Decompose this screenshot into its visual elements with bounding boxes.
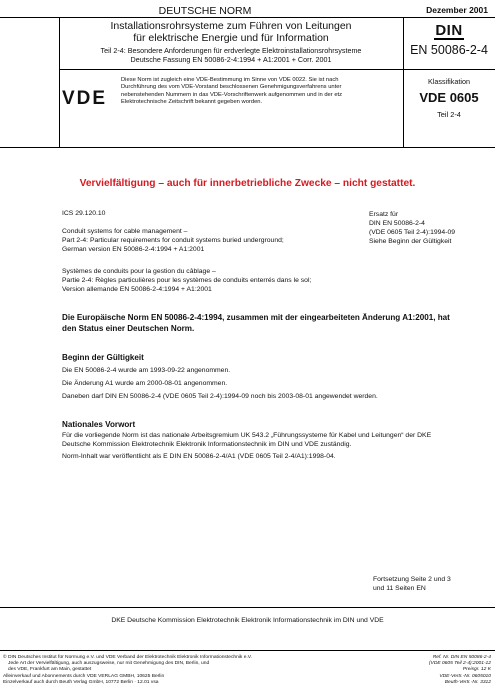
footer-ref-line: Preisgr. 12 K (462, 667, 491, 673)
klassifikation-label: Klassifikation (428, 77, 470, 86)
english-title-line: German version EN 50086-2-4:1994 + A1:2001 (62, 246, 205, 253)
klassifikation-value: VDE 0605 (419, 90, 479, 105)
header-rule (0, 17, 495, 18)
vde-notice-line: Elektrotechnische Zeitschrift bekannt gegeben worden. (121, 99, 263, 106)
title-line-1: Installationsrohrsysteme zum Führen von Leitungen (110, 20, 352, 32)
french-title (62, 267, 311, 294)
vorwort-line: Deutsche Kommission Elektrotechnik Elektronik Informationstechnik im DIN und VDE zuständig. (62, 440, 352, 448)
klassifikation-teil: Teil 2-4 (437, 110, 461, 119)
continuation-line: Fortsetzung Seite 2 und 3 (373, 576, 451, 583)
title-divider (59, 69, 495, 70)
footer-ref-line: (VDE 0605 Teil 2-4):2001-12 (428, 661, 491, 667)
publication-date: Dezember 2001 (426, 5, 488, 15)
header-box-bottom (0, 147, 495, 148)
footer-line: des VDE, Frankfurt am Main, gestattet (8, 667, 92, 673)
beginn-paragraph: Daneben darf DIN EN 50086-2-4 (VDE 0605 Teil 2-4):1994-09 noch bis 2003-08-01 angewendet werden. (62, 393, 378, 400)
vde-logo: VDE (62, 88, 108, 109)
klassifikation-block (403, 77, 495, 119)
vde-notice-line: nebenstehenden Nummern in das VDE-Vorschriftenwerk aufgenommen und in der etz (121, 91, 343, 98)
subtitle-line-2: Deutsche Fassung EN 50086-2-4:1994 + A1:2001 + Corr. 2001 (130, 55, 332, 64)
english-title-line: Conduit systems for cable management – (62, 228, 188, 235)
footer-line: Jede Art der Vervielfältigung, auch auszugsweise, nur mit Genehmigung des DIN, Berlin, und (8, 661, 210, 667)
french-title-line: Systèmes de conduits pour la gestion du câblage – (62, 268, 216, 275)
standard-label: DEUTSCHE NORM (158, 5, 252, 17)
english-title (62, 227, 284, 254)
ersatz-line: DIN EN 50086-2-4 (369, 220, 425, 227)
dke-top-rule (0, 607, 495, 608)
beginn-paragraph: Die EN 50086-2-4 wurde am 1993-09-22 angenommen. (62, 367, 231, 374)
ics-code: ICS 29.120.10 (62, 210, 106, 217)
title-line-2: für elektrische Energie und für Information (133, 32, 329, 44)
footer-line: Alleinverkauf und Abonnements durch VDE VERLAG GMBH, 10625 Berlin (3, 673, 165, 679)
beginn-heading: Beginn der Gültigkeit (62, 353, 144, 362)
ersatz-line: Ersatz für (369, 211, 399, 218)
vde-notice-line: Durchführung des vom VDE-Vorstand beschlossenen Genehmigungsverfahrens unter (121, 84, 342, 91)
ersatz-line: Siehe Beginn der Gültigkeit (369, 238, 452, 245)
statement-line: den Status einer Deutschen Norm. (62, 324, 195, 333)
footer-ref-line: Ref. Nr. DIN EN 50086-2-4 (432, 655, 491, 660)
ersatz-block (369, 210, 455, 246)
subtitle-line-1: Teil 2-4: Besondere Anforderungen für erdverlegte Elektroinstallationsrohrsysteme (100, 46, 362, 55)
vorwort-line: Norm-Inhalt war veröffentlicht als E DIN EN 50086-2-4/A1 (VDE 0605 Teil 2-4/A1):1998-04. (62, 452, 336, 460)
european-norm-statement (62, 312, 492, 334)
footer-line: © DIN Deutsches Institut für Normung e.V. und VDE Verband der Elektrotechnik Elektronik Informationstechnik e.V. (3, 655, 252, 660)
reproduction-warning: Vervielfältigung – auch für innerbetriebliche Zwecke – nicht gestattet. (79, 178, 416, 189)
title-block (59, 20, 403, 64)
reference-footer (0, 655, 491, 686)
dke-line: DKE Deutsche Kommission Elektrotechnik Elektronik Informationstechnik im DIN und VDE (111, 617, 384, 624)
footer-rule (0, 650, 495, 651)
statement-line: Die Europäische Norm EN 50086-2-4:1994, zusammen mit der eingearbeiteten Änderung A1:2001, hat (62, 313, 450, 322)
vde-notice (121, 77, 389, 107)
continuation-note (373, 575, 451, 593)
din-logo: DIN (435, 22, 463, 39)
vorwort-heading: Nationales Vorwort (62, 420, 136, 429)
din-standard-number: EN 50086-2-4 (410, 43, 488, 57)
footer-ref-line: VDE-Vertr.-Nr. 0605010 (439, 673, 491, 679)
ersatz-line: (VDE 0605 Teil 2-4):1994-09 (369, 229, 456, 236)
french-title-line: Partie 2-4: Règles particulières pour les systèmes de conduits enterrés dans le sol; (62, 277, 312, 284)
continuation-line: und 11 Seiten EN (373, 585, 426, 592)
vorwort-line: Für die vorliegende Norm ist das nationale Arbeitsgremium UK 543.2 „Führungssysteme für Kabel und Leitungen“ der DKE (62, 432, 432, 439)
din-block (403, 20, 495, 57)
english-title-line: Part 2-4: Particular requirements for conduit systems buried underground; (62, 237, 284, 244)
vorwort-text (62, 432, 492, 461)
french-title-line: Version allemande EN 50086-2-4:1994 + A1:2001 (62, 286, 212, 293)
vde-notice-line: Diese Norm ist zugleich eine VDE-Bestimmung im Sinne von VDE 0022. Sie ist nach (121, 77, 339, 83)
footer-ref-line: Beuth-Vertr.-Nr. 3312 (444, 679, 491, 685)
beginn-paragraph: Die Änderung A1 wurde am 2000-08-01 angenommen. (62, 380, 228, 387)
footer-line: Einzelverkauf auch durch Beuth Verlag GmbH, 10772 Berlin · 12.01 vsa (3, 679, 159, 685)
